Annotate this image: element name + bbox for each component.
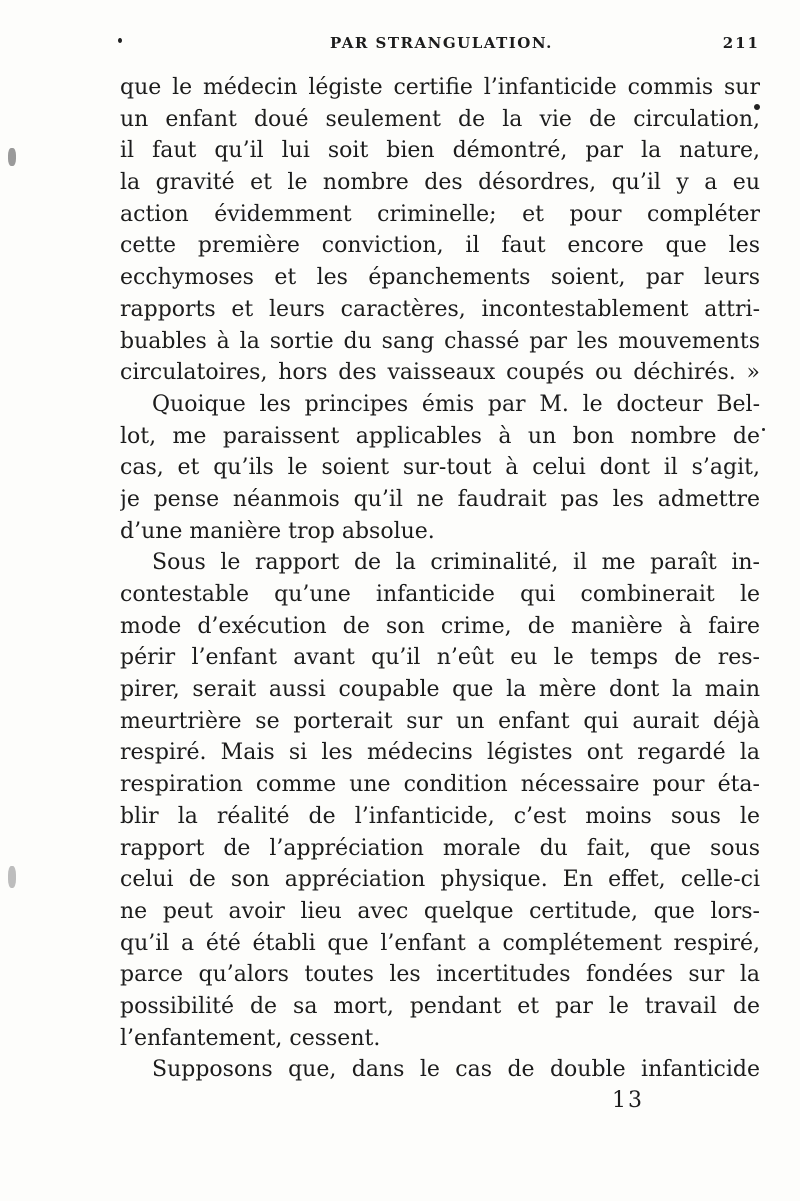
text-line: contestable qu’une infanticide qui combinerait le <box>120 582 760 607</box>
paragraph-start-line: Sous le rapport de la criminalité, il me paraît in- <box>152 550 760 576</box>
page-number: 211 <box>722 34 760 52</box>
paragraph-start-line: Supposons que, dans le cas de double infanticide <box>152 1057 760 1083</box>
text-line: il faut qu’il lui soit bien démontré, par la nature, <box>120 138 760 164</box>
signature-mark: 13 <box>612 1088 644 1113</box>
text-line: action évidemment criminelle; et pour compléter <box>120 201 760 227</box>
paragraph-start-line: Quoique les principes émis par M. le docteur Bel- <box>152 391 760 417</box>
text-line: respiration comme une condition nécessaire pour éta- <box>120 772 760 798</box>
text-line: qu’il a été établi que l’enfant a complétement respiré, <box>120 930 760 956</box>
text-line: circulatoires, hors des vaisseaux coupés ou déchirés. » <box>120 360 760 386</box>
paragraph-end-line: l’enfantement, cessent. <box>120 1025 381 1051</box>
text-line: ne peut avoir lieu avec quelque certitude, que lors- <box>120 898 760 924</box>
text-line: mode d’exécution de son crime, de manière à faire <box>120 613 760 639</box>
text-line: périr l’enfant avant qu’il n’eût eu le temps de res- <box>120 645 760 671</box>
text-line: rapports et leurs caractères, incontestablement attri- <box>120 296 760 322</box>
text-line: la gravité et le nombre des désordres, qu’il y a eu <box>120 170 760 196</box>
text-line: rapport de l’appréciation morale du fait, que sous <box>120 835 760 861</box>
text-line: blir la réalité de l’infanticide, c’est moins sous le <box>120 803 760 829</box>
ink-speck <box>762 428 765 431</box>
text-line: buables à la sortie du sang chassé par les mouvements <box>120 328 760 354</box>
text-line: celui de son appréciation physique. En effet, celle-ci <box>120 867 760 893</box>
page-edge-mark <box>8 866 16 888</box>
text-line: cette première conviction, il faut encore que les <box>120 233 760 259</box>
body-text <box>120 72 760 1086</box>
page-edge-mark <box>8 148 16 166</box>
text-line: cas, et qu’ils le soient sur-tout à celui dont il s’agit, <box>120 455 760 481</box>
text-line: parce qu’alors toutes les incertitudes fondées sur la <box>120 962 760 988</box>
text-line: pirer, serait aussi coupable que la mère dont la main <box>120 677 760 703</box>
text-line: respiré. Mais si les médecins légistes ont regardé la <box>120 740 760 766</box>
text-line: meurtrière se porterait sur un enfant qui aurait déjà <box>120 708 760 734</box>
text-line: lot, me paraissent applicables à un bon nombre de <box>120 423 760 449</box>
text-line: je pense néanmois qu’il ne faudrait pas les admettre <box>120 486 760 512</box>
text-line: possibilité de sa mort, pendant et par le travail de <box>120 993 760 1019</box>
running-title: PAR STRANGULATION. <box>330 34 553 52</box>
page-header <box>120 34 760 56</box>
text-line: que le médecin légiste certifie l’infanticide commis sur <box>120 75 760 100</box>
text-line: un enfant doué seulement de la vie de circulation, <box>120 106 760 132</box>
paragraph-end-line: d’une manière trop absolue. <box>120 518 435 544</box>
text-line: ecchymoses et les épanchements soient, par leurs <box>120 265 760 291</box>
